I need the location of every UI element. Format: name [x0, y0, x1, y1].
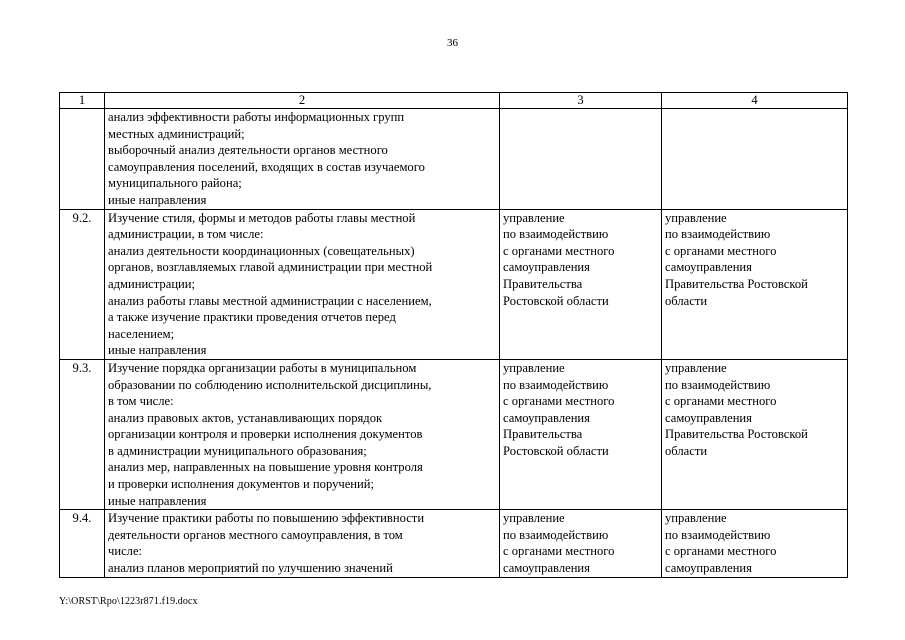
row-number: 9.4.	[60, 510, 105, 577]
activity-cell-line: анализ правовых актов, устанавливающих порядок	[108, 410, 383, 425]
responsible-cell-line: по взаимодействию	[503, 377, 609, 392]
responsible-cell-line: с органами местного	[503, 394, 615, 409]
activity-cell-line: деятельности органов местного самоуправления, в том	[108, 527, 403, 542]
activity-cell-line: органов, возглавляемых главой администрации при местной	[108, 260, 433, 275]
activity-cell-line: муниципального района;	[108, 176, 242, 191]
activity-cell-line: Изучение практики работы по повышению эффективности	[108, 511, 425, 526]
responsible-cell-line: Правительства	[503, 427, 583, 442]
activity-cell-line: Изучение стиля, формы и методов работы главы местной	[108, 210, 416, 225]
responsible-cell-line: по взаимодействию	[503, 527, 609, 542]
responsible-cell-line: управление	[503, 360, 565, 375]
coexecutor-cell-line: управление	[665, 511, 727, 526]
activity-cell-line: иные направления	[108, 192, 207, 207]
page-number: 36	[447, 37, 458, 49]
activity-cell-line: анализ мер, направленных на повышение уровня контроля	[108, 460, 423, 475]
activity-cell-line: администрации;	[108, 276, 196, 291]
activity-cell-line: Изучение порядка организации работы в муниципальном	[108, 360, 417, 375]
coexecutor-cell-line: управление	[665, 360, 727, 375]
header-cell-responsible: 3	[500, 93, 662, 109]
coexecutor-cell-line: самоуправления	[665, 561, 752, 576]
activity-cell-line: в администрации муниципального образования;	[108, 443, 367, 458]
activity-cell-line: анализ планов мероприятий по улучшению значений	[108, 561, 393, 576]
responsible-cell-line: Ростовской области	[503, 293, 609, 308]
activity-cell-line: а также изучение практики проведения отчетов перед	[108, 310, 396, 325]
plan-table	[59, 92, 848, 578]
responsible-cell-line: управление	[503, 210, 565, 225]
activity-cell-line: анализ работы главы местной администрации с населением,	[108, 293, 432, 308]
coexecutor-cell	[662, 209, 848, 359]
responsible-cell-line: с органами местного	[503, 544, 615, 559]
row-number	[60, 109, 105, 210]
activity-cell	[105, 359, 500, 509]
responsible-cell	[500, 359, 662, 509]
activity-cell-line: анализ эффективности работы информационных групп	[108, 110, 405, 124]
responsible-cell	[500, 209, 662, 359]
row-number: 9.2.	[60, 209, 105, 359]
coexecutor-cell-line: области	[665, 443, 708, 458]
table-body	[60, 109, 848, 578]
table-header-row	[60, 93, 848, 109]
coexecutor-cell	[662, 109, 848, 210]
activity-cell-line: анализ деятельности координационных (совещательных)	[108, 243, 415, 258]
responsible-cell-line: Правительства	[503, 276, 583, 291]
responsible-cell-line: Ростовской области	[503, 443, 609, 458]
header-cell-activity: 2	[105, 93, 500, 109]
table-row	[60, 359, 848, 509]
coexecutor-cell-line: самоуправления	[665, 260, 752, 275]
activity-cell	[105, 510, 500, 577]
responsible-cell-line: самоуправления	[503, 561, 590, 576]
coexecutor-cell-line: по взаимодействию	[665, 377, 771, 392]
coexecutor-cell-line: Правительства Ростовской	[665, 276, 808, 291]
coexecutor-cell-line: по взаимодействию	[665, 527, 771, 542]
table-row	[60, 209, 848, 359]
responsible-cell-line: управление	[503, 511, 565, 526]
activity-cell	[105, 209, 500, 359]
responsible-cell-line: по взаимодействию	[503, 227, 609, 242]
coexecutor-cell-line: по взаимодействию	[665, 227, 771, 242]
activity-cell-line: образовании по соблюдению исполнительской дисциплины,	[108, 377, 432, 392]
activity-cell-line: числе:	[108, 544, 143, 559]
activity-cell-line: самоуправления поселений, входящих в состав изучаемого	[108, 159, 425, 174]
coexecutor-cell-line: с органами местного	[665, 544, 777, 559]
activity-cell-line: выборочный анализ деятельности органов местного	[108, 143, 388, 158]
coexecutor-cell	[662, 510, 848, 577]
activity-cell-line: населением;	[108, 326, 175, 341]
responsible-cell-line: с органами местного	[503, 243, 615, 258]
row-number: 9.3.	[60, 359, 105, 509]
activity-cell	[105, 109, 500, 210]
responsible-cell	[500, 510, 662, 577]
coexecutor-cell	[662, 359, 848, 509]
coexecutor-cell-line: Правительства Ростовской	[665, 427, 808, 442]
coexecutor-cell-line: области	[665, 293, 708, 308]
activity-cell-line: администрации, в том числе:	[108, 227, 264, 242]
header-cell-coexecutor: 4	[662, 93, 848, 109]
responsible-cell-line: самоуправления	[503, 260, 590, 275]
activity-cell-line: организации контроля и проверки исполнения документов	[108, 427, 423, 442]
header-cell-number: 1	[60, 93, 105, 109]
activity-cell-line: в том числе:	[108, 394, 174, 409]
responsible-cell-line: самоуправления	[503, 410, 590, 425]
responsible-cell	[500, 109, 662, 210]
activity-cell-line: иные направления	[108, 493, 207, 508]
coexecutor-cell-line: с органами местного	[665, 394, 777, 409]
activity-cell-line: иные направления	[108, 343, 207, 358]
table-row	[60, 109, 848, 210]
coexecutor-cell-line: самоуправления	[665, 410, 752, 425]
coexecutor-cell-line: управление	[665, 210, 727, 225]
activity-cell-line: местных администраций;	[108, 126, 245, 141]
table-row	[60, 510, 848, 577]
coexecutor-cell-line: с органами местного	[665, 243, 777, 258]
activity-cell-line: и проверки исполнения документов и поручений;	[108, 477, 375, 492]
file-path-footer: Y:\ORST\Rpo\1223r871.f19.docx	[59, 596, 198, 607]
